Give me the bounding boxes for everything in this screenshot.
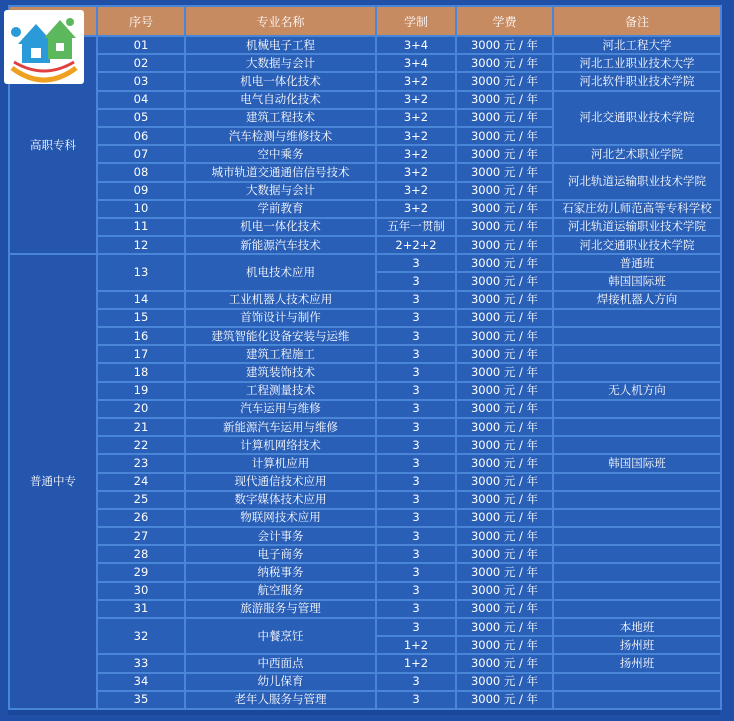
row-number: 20 [97,400,185,418]
table-row [9,200,721,218]
row-fee: 3000 元 / 年 [456,600,553,618]
row-fee: 3000 元 / 年 [456,254,553,272]
house-logo-icon [4,10,84,84]
row-years: 3 [376,527,456,545]
row-fee: 3000 元 / 年 [456,163,553,181]
row-fee: 3000 元 / 年 [456,563,553,581]
row-note: 河北交通职业技术学院 [553,236,721,254]
row-number: 31 [97,600,185,618]
row-major: 新能源汽车运用与维修 [185,418,376,436]
row-major: 数字媒体技术应用 [185,491,376,509]
header-fee: 学费 [456,6,553,36]
row-fee: 3000 元 / 年 [456,345,553,363]
row-fee: 3000 元 / 年 [456,363,553,381]
row-years: 3 [376,327,456,345]
row-note [553,582,721,600]
table-row [9,491,721,509]
row-years: 3+2 [376,109,456,127]
row-number: 07 [97,145,185,163]
row-fee: 3000 元 / 年 [456,473,553,491]
row-major: 现代通信技术应用 [185,473,376,491]
row-fee: 3000 元 / 年 [456,454,553,472]
row-fee: 3000 元 / 年 [456,418,553,436]
row-years: 3 [376,618,456,636]
row-fee: 3000 元 / 年 [456,200,553,218]
row-fee: 3000 元 / 年 [456,54,553,72]
row-major: 学前教育 [185,200,376,218]
row-number: 24 [97,473,185,491]
table-row [9,563,721,581]
table-row [9,72,721,90]
row-number: 28 [97,545,185,563]
row-note [553,473,721,491]
row-note [553,363,721,381]
table-row [9,91,721,109]
row-years: 3+2 [376,127,456,145]
row-major: 大数据与会计 [185,182,376,200]
row-note: 焊接机器人方向 [553,291,721,309]
table-row [9,254,721,272]
table-row [9,473,721,491]
row-note: 扬州班 [553,654,721,672]
row-major: 首饰设计与制作 [185,309,376,327]
row-fee: 3000 元 / 年 [456,436,553,454]
row-note: 韩国国际班 [553,454,721,472]
table-row [9,673,721,691]
row-major: 计算机网络技术 [185,436,376,454]
row-fee: 3000 元 / 年 [456,109,553,127]
row-major: 新能源汽车技术 [185,236,376,254]
row-note: 河北工业职业技术大学 [553,54,721,72]
row-major: 电气自动化技术 [185,91,376,109]
row-major: 幼儿保育 [185,673,376,691]
row-number: 21 [97,418,185,436]
row-number: 10 [97,200,185,218]
row-major: 会计事务 [185,527,376,545]
row-number: 26 [97,509,185,527]
category-cell: 高职专科 [9,36,97,254]
row-years: 3 [376,363,456,381]
row-note: 韩国国际班 [553,272,721,290]
row-major: 老年人服务与管理 [185,691,376,709]
row-note: 本地班 [553,618,721,636]
row-major: 汽车运用与维修 [185,400,376,418]
row-note [553,527,721,545]
row-note: 河北艺术职业学院 [553,145,721,163]
row-note: 石家庄幼儿师范高等专科学校 [553,200,721,218]
row-number: 25 [97,491,185,509]
row-note: 河北轨道运输职业技术学院 [553,218,721,236]
row-fee: 3000 元 / 年 [456,400,553,418]
header-note: 备注 [553,6,721,36]
row-note: 无人机方向 [553,382,721,400]
table-row [9,527,721,545]
row-years: 3+2 [376,200,456,218]
row-years: 3 [376,563,456,581]
table-row [9,582,721,600]
row-fee: 3000 元 / 年 [456,654,553,672]
row-fee: 3000 元 / 年 [456,491,553,509]
row-note [553,327,721,345]
row-note: 扬州班 [553,636,721,654]
row-major: 中餐烹饪 [185,618,376,654]
row-fee: 3000 元 / 年 [456,91,553,109]
header-row [9,6,721,36]
school-logo [4,10,84,84]
table-row [9,400,721,418]
table-row [9,545,721,563]
row-fee: 3000 元 / 年 [456,527,553,545]
row-major: 汽车检测与维修技术 [185,127,376,145]
row-note [553,600,721,618]
table-row [9,145,721,163]
table-row [9,36,721,54]
table-row [9,363,721,381]
row-note [553,509,721,527]
row-number: 23 [97,454,185,472]
row-major: 航空服务 [185,582,376,600]
row-years: 3 [376,691,456,709]
row-note [553,673,721,691]
row-major: 纳税事务 [185,563,376,581]
table-row [9,418,721,436]
row-years: 3 [376,473,456,491]
row-note: 河北软件职业技术学院 [553,72,721,90]
row-major: 电子商务 [185,545,376,563]
row-years: 3+4 [376,54,456,72]
table-row [9,509,721,527]
row-note [553,563,721,581]
row-number: 29 [97,563,185,581]
row-number: 09 [97,182,185,200]
row-note: 普通班 [553,254,721,272]
table-row [9,382,721,400]
row-note [553,309,721,327]
row-fee: 3000 元 / 年 [456,327,553,345]
row-major: 城市轨道交通通信信号技术 [185,163,376,181]
row-years: 3 [376,545,456,563]
row-note: 河北轨道运输职业技术学院 [553,163,721,199]
row-years: 3 [376,254,456,272]
row-years: 五年一贯制 [376,218,456,236]
table-row [9,309,721,327]
row-fee: 3000 元 / 年 [456,182,553,200]
row-number: 01 [97,36,185,54]
row-number: 22 [97,436,185,454]
row-fee: 3000 元 / 年 [456,673,553,691]
row-note: 河北工程大学 [553,36,721,54]
row-number: 13 [97,254,185,290]
table-row [9,436,721,454]
row-number: 03 [97,72,185,90]
row-years: 3 [376,382,456,400]
row-note [553,691,721,709]
table-row [9,618,721,636]
row-note [553,545,721,563]
row-years: 3 [376,673,456,691]
table-row [9,654,721,672]
row-number: 34 [97,673,185,691]
row-fee: 3000 元 / 年 [456,309,553,327]
row-number: 18 [97,363,185,381]
row-fee: 3000 元 / 年 [456,691,553,709]
row-number: 17 [97,345,185,363]
row-fee: 3000 元 / 年 [456,582,553,600]
row-fee: 3000 元 / 年 [456,272,553,290]
row-number: 02 [97,54,185,72]
table-row [9,54,721,72]
row-major: 机电一体化技术 [185,72,376,90]
table-row [9,218,721,236]
row-years: 3+2 [376,163,456,181]
row-years: 3 [376,582,456,600]
row-fee: 3000 元 / 年 [456,636,553,654]
row-major: 大数据与会计 [185,54,376,72]
enrollment-table-panel [8,5,720,715]
row-major: 工业机器人技术应用 [185,291,376,309]
row-years: 3 [376,400,456,418]
row-major: 物联网技术应用 [185,509,376,527]
row-number: 14 [97,291,185,309]
table-row [9,345,721,363]
table-row [9,236,721,254]
row-major: 空中乘务 [185,145,376,163]
row-fee: 3000 元 / 年 [456,509,553,527]
row-major: 工程测量技术 [185,382,376,400]
enrollment-table [8,5,722,710]
row-fee: 3000 元 / 年 [456,218,553,236]
row-number: 11 [97,218,185,236]
row-major: 中西面点 [185,654,376,672]
row-years: 3+2 [376,182,456,200]
row-number: 33 [97,654,185,672]
row-fee: 3000 元 / 年 [456,145,553,163]
row-years: 3 [376,600,456,618]
row-number: 16 [97,327,185,345]
row-major: 建筑智能化设备安装与运维 [185,327,376,345]
row-years: 3 [376,345,456,363]
row-years: 3 [376,454,456,472]
row-years: 1+2 [376,636,456,654]
table-row [9,327,721,345]
category-cell: 普通中专 [9,254,97,709]
row-years: 3 [376,291,456,309]
row-fee: 3000 元 / 年 [456,545,553,563]
table-row [9,454,721,472]
row-years: 3+2 [376,91,456,109]
row-number: 30 [97,582,185,600]
row-note [553,418,721,436]
row-number: 19 [97,382,185,400]
row-major: 机电一体化技术 [185,218,376,236]
row-note: 河北交通职业技术学院 [553,91,721,146]
row-major: 建筑工程施工 [185,345,376,363]
table-row [9,291,721,309]
row-number: 27 [97,527,185,545]
row-years: 3+2 [376,145,456,163]
row-major: 计算机应用 [185,454,376,472]
row-note [553,436,721,454]
row-years: 3 [376,509,456,527]
table-row [9,600,721,618]
row-major: 机械电子工程 [185,36,376,54]
row-years: 3 [376,436,456,454]
row-number: 08 [97,163,185,181]
row-number: 15 [97,309,185,327]
row-number: 04 [97,91,185,109]
row-major: 建筑装饰技术 [185,363,376,381]
row-years: 3 [376,272,456,290]
row-years: 3 [376,491,456,509]
row-major: 机电技术应用 [185,254,376,290]
row-years: 2+2+2 [376,236,456,254]
row-years: 3 [376,309,456,327]
table-row [9,163,721,181]
row-fee: 3000 元 / 年 [456,36,553,54]
table-row [9,691,721,709]
row-major: 建筑工程技术 [185,109,376,127]
row-fee: 3000 元 / 年 [456,127,553,145]
row-fee: 3000 元 / 年 [456,72,553,90]
row-years: 3+4 [376,36,456,54]
header-major: 专业名称 [185,6,376,36]
row-fee: 3000 元 / 年 [456,382,553,400]
row-note [553,345,721,363]
row-note [553,400,721,418]
row-years: 3+2 [376,72,456,90]
row-fee: 3000 元 / 年 [456,618,553,636]
row-note [553,491,721,509]
row-number: 05 [97,109,185,127]
row-years: 3 [376,418,456,436]
row-number: 35 [97,691,185,709]
row-fee: 3000 元 / 年 [456,236,553,254]
row-number: 32 [97,618,185,654]
row-number: 06 [97,127,185,145]
header-number: 序号 [97,6,185,36]
row-years: 1+2 [376,654,456,672]
row-number: 12 [97,236,185,254]
row-major: 旅游服务与管理 [185,600,376,618]
header-years: 学制 [376,6,456,36]
row-fee: 3000 元 / 年 [456,291,553,309]
